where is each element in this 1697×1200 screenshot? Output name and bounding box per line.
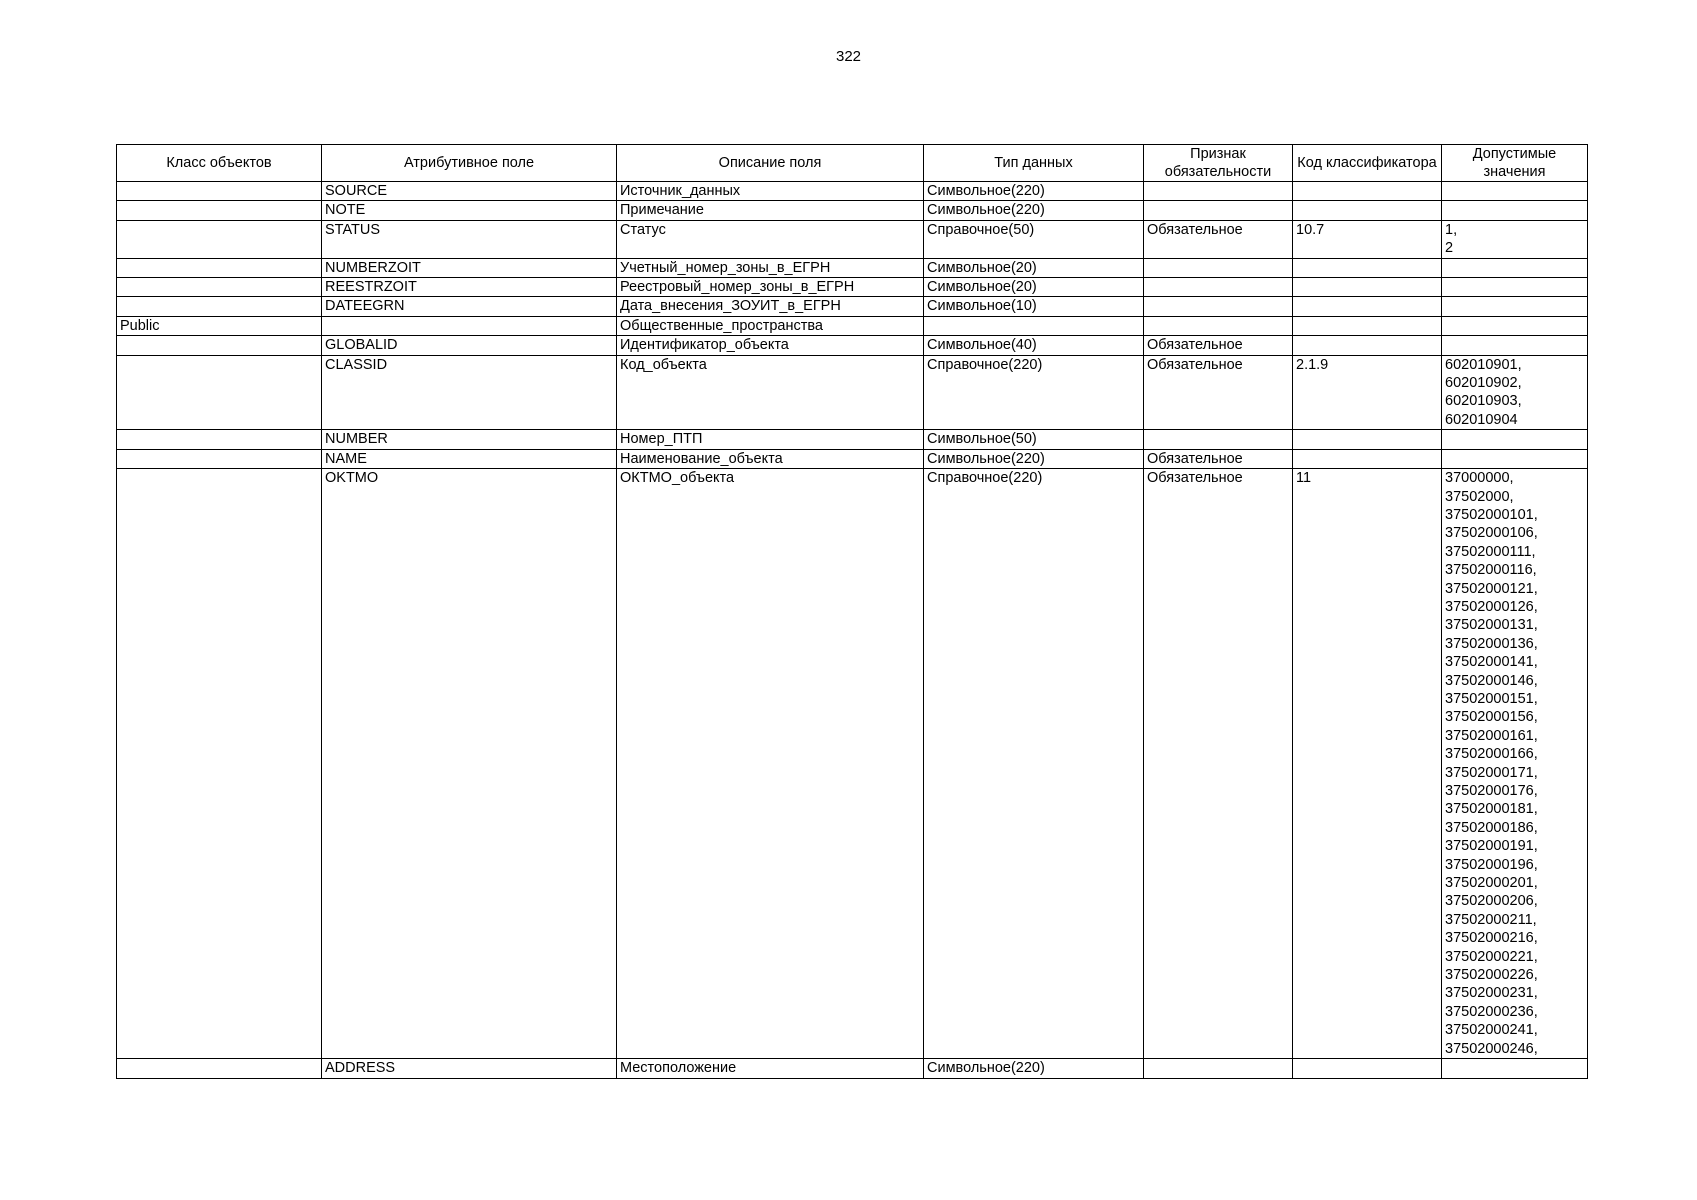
page-number: 322 (835, 48, 862, 65)
cell-field-description: Источник_данных (617, 182, 924, 201)
cell-object-class (117, 201, 322, 220)
cell-field-description: Номер_ПТП (617, 430, 924, 449)
header-required-flag: Признак обязательности (1144, 145, 1293, 182)
cell-allowed-values: 1, 2 (1442, 220, 1588, 258)
table-row (117, 355, 1588, 430)
table-row (117, 316, 1588, 335)
cell-allowed-values (1442, 430, 1588, 449)
cell-object-class (117, 355, 322, 430)
cell-classifier-code: 2.1.9 (1293, 355, 1442, 430)
header-classifier-code: Код классификатора (1293, 145, 1442, 182)
cell-required-flag: Обязательное (1144, 355, 1293, 430)
table-row (117, 278, 1588, 297)
cell-object-class (117, 182, 322, 201)
cell-object-class (117, 469, 322, 1059)
cell-attribute-field: NOTE (322, 201, 617, 220)
cell-object-class (117, 258, 322, 277)
cell-required-flag (1144, 316, 1293, 335)
cell-required-flag (1144, 258, 1293, 277)
cell-attribute-field: NUMBERZOIT (322, 258, 617, 277)
cell-required-flag (1144, 182, 1293, 201)
cell-attribute-field: OKTMO (322, 469, 617, 1059)
cell-object-class (117, 220, 322, 258)
cell-field-description: Местоположение (617, 1059, 924, 1078)
table-row (117, 1059, 1588, 1078)
cell-required-flag: Обязательное (1144, 469, 1293, 1059)
cell-field-description: Дата_внесения_ЗОУИТ_в_ЕГРН (617, 297, 924, 316)
table-row (117, 449, 1588, 468)
cell-classifier-code (1293, 201, 1442, 220)
cell-field-description: Общественные_пространства (617, 316, 924, 335)
cell-classifier-code (1293, 1059, 1442, 1078)
cell-attribute-field: REESTRZOIT (322, 278, 617, 297)
cell-classifier-code (1293, 430, 1442, 449)
cell-attribute-field: GLOBALID (322, 336, 617, 355)
cell-attribute-field: STATUS (322, 220, 617, 258)
cell-required-flag (1144, 278, 1293, 297)
cell-attribute-field: CLASSID (322, 355, 617, 430)
cell-data-type: Символьное(220) (924, 201, 1144, 220)
cell-object-class (117, 1059, 322, 1078)
cell-attribute-field: ADDRESS (322, 1059, 617, 1078)
cell-data-type: Символьное(220) (924, 449, 1144, 468)
table-body (117, 182, 1588, 1079)
header-attribute-field: Атрибутивное поле (322, 145, 617, 182)
cell-required-flag (1144, 201, 1293, 220)
attribute-table (116, 144, 1588, 1079)
table-row (117, 430, 1588, 449)
cell-field-description: Статус (617, 220, 924, 258)
header-allowed-values: Допустимые значения (1442, 145, 1588, 182)
table-row (117, 182, 1588, 201)
cell-data-type: Справочное(220) (924, 469, 1144, 1059)
cell-field-description: Примечание (617, 201, 924, 220)
cell-classifier-code (1293, 336, 1442, 355)
cell-classifier-code (1293, 297, 1442, 316)
cell-classifier-code: 10.7 (1293, 220, 1442, 258)
cell-classifier-code: 11 (1293, 469, 1442, 1059)
header-field-description: Описание поля (617, 145, 924, 182)
table-row (117, 336, 1588, 355)
cell-allowed-values (1442, 316, 1588, 335)
cell-required-flag (1144, 297, 1293, 316)
cell-object-class (117, 430, 322, 449)
table-row (117, 297, 1588, 316)
cell-required-flag: Обязательное (1144, 449, 1293, 468)
cell-attribute-field (322, 316, 617, 335)
table-row (117, 469, 1588, 1059)
cell-object-class (117, 336, 322, 355)
cell-attribute-field: NUMBER (322, 430, 617, 449)
cell-field-description: Наименование_объекта (617, 449, 924, 468)
cell-classifier-code (1293, 449, 1442, 468)
header-data-type: Тип данных (924, 145, 1144, 182)
cell-object-class (117, 297, 322, 316)
cell-field-description: Идентификатор_объекта (617, 336, 924, 355)
cell-data-type: Справочное(50) (924, 220, 1144, 258)
cell-allowed-values (1442, 1059, 1588, 1078)
cell-classifier-code (1293, 278, 1442, 297)
cell-data-type: Символьное(40) (924, 336, 1144, 355)
cell-data-type: Символьное(20) (924, 258, 1144, 277)
cell-attribute-field: SOURCE (322, 182, 617, 201)
table-row (117, 258, 1588, 277)
cell-attribute-field: NAME (322, 449, 617, 468)
cell-data-type: Символьное(10) (924, 297, 1144, 316)
cell-data-type: Символьное(20) (924, 278, 1144, 297)
header-row (117, 145, 1588, 182)
cell-allowed-values (1442, 258, 1588, 277)
header-object-class: Класс объектов (117, 145, 322, 182)
cell-allowed-values: 37000000, 37502000, 37502000101, 37502000106, 37502000111, 37502000116, 37502000121, 37502000126, 37502000131, 37502000136, 37502000141, 37502000146, 37502000151, 37502000156, 37502000161, 37502000166, 37502000171, 37502000176, 37502000181, 37502000186, 37502000191, 37502000196, 37502000201, 37502000206, 37502000211, 37502000216, 37502000221, 37502000226, 37502000231, 37502000236, 37502000241, 37502000246, (1442, 469, 1588, 1059)
cell-allowed-values (1442, 201, 1588, 220)
cell-object-class (117, 449, 322, 468)
cell-attribute-field: DATEEGRN (322, 297, 617, 316)
cell-allowed-values: 602010901, 602010902, 602010903, 602010904 (1442, 355, 1588, 430)
cell-allowed-values (1442, 449, 1588, 468)
cell-data-type: Символьное(220) (924, 182, 1144, 201)
cell-data-type (924, 316, 1144, 335)
cell-required-flag (1144, 1059, 1293, 1078)
cell-allowed-values (1442, 278, 1588, 297)
cell-allowed-values (1442, 297, 1588, 316)
cell-allowed-values (1442, 336, 1588, 355)
cell-field-description: Учетный_номер_зоны_в_ЕГРН (617, 258, 924, 277)
cell-data-type: Справочное(220) (924, 355, 1144, 430)
cell-classifier-code (1293, 316, 1442, 335)
cell-required-flag: Обязательное (1144, 336, 1293, 355)
table-row (117, 220, 1588, 258)
cell-classifier-code (1293, 182, 1442, 201)
cell-field-description: Код_объекта (617, 355, 924, 430)
cell-field-description: Реестровый_номер_зоны_в_ЕГРН (617, 278, 924, 297)
cell-object-class (117, 278, 322, 297)
cell-required-flag (1144, 430, 1293, 449)
cell-object-class: Public (117, 316, 322, 335)
cell-required-flag: Обязательное (1144, 220, 1293, 258)
table-row (117, 201, 1588, 220)
cell-classifier-code (1293, 258, 1442, 277)
cell-allowed-values (1442, 182, 1588, 201)
cell-data-type: Символьное(220) (924, 1059, 1144, 1078)
cell-field-description: ОКТМО_объекта (617, 469, 924, 1059)
cell-data-type: Символьное(50) (924, 430, 1144, 449)
